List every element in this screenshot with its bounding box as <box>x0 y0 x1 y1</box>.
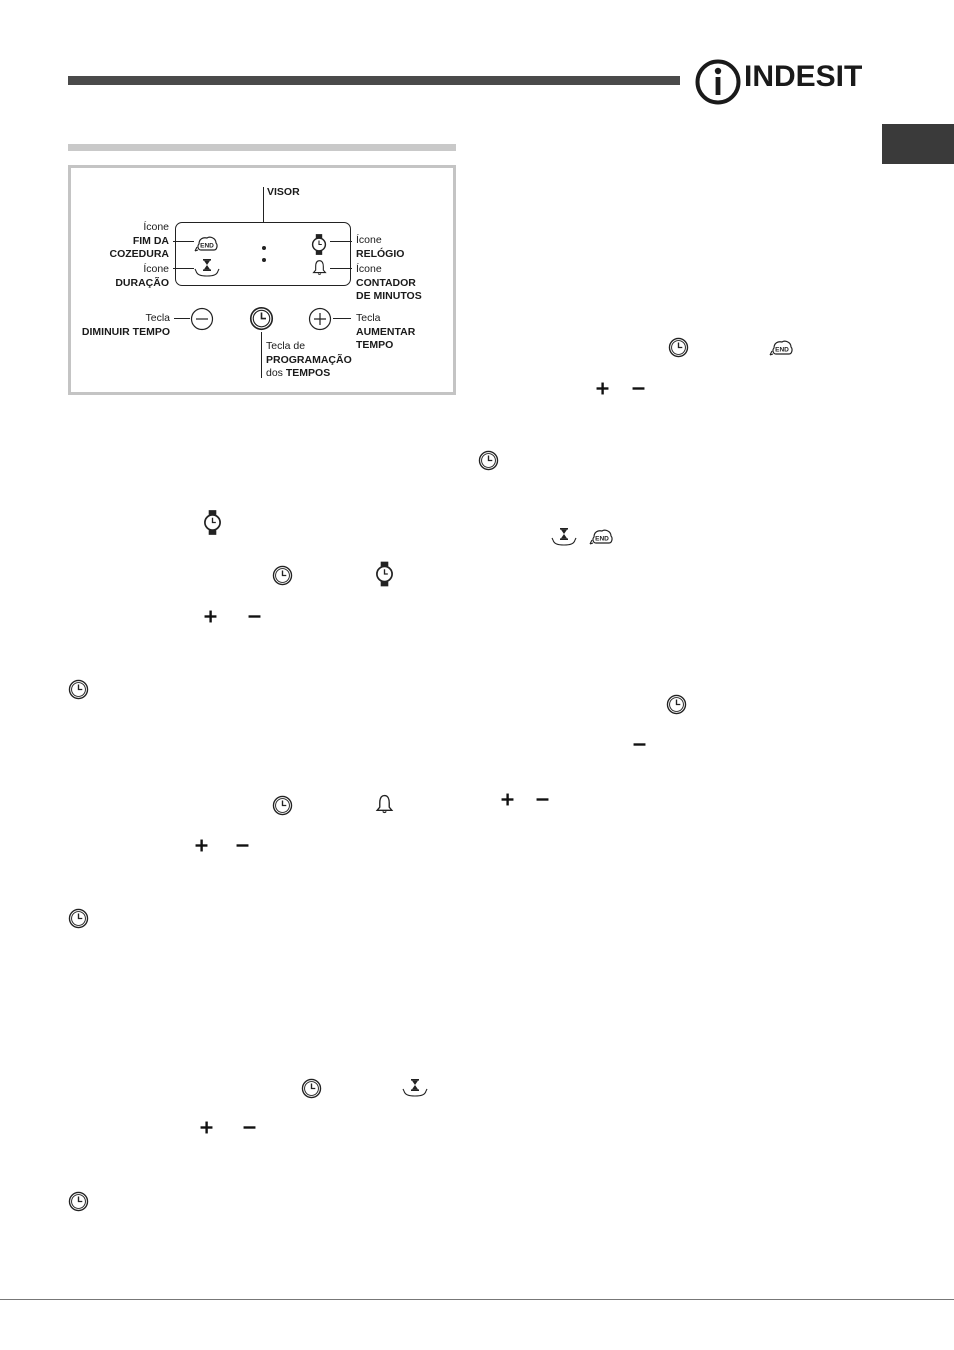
minus-icon <box>248 610 261 623</box>
indesit-logo <box>694 58 874 108</box>
timer-programming-button[interactable] <box>249 306 274 331</box>
timer-clock-icon <box>666 694 687 715</box>
timer-clock-icon <box>68 908 89 929</box>
visor-label: VISOR <box>267 186 300 198</box>
minus-icon <box>243 1121 256 1134</box>
wristwatch-icon <box>375 561 394 587</box>
logo-wordmark: INDESIT <box>744 60 863 93</box>
timer-clock-icon <box>668 337 689 358</box>
wristwatch-icon <box>311 234 327 255</box>
minus-key-caption: Tecla DIMINUIR TEMPO <box>81 312 170 338</box>
minus-icon <box>236 839 249 852</box>
footer-rule <box>0 1299 954 1300</box>
visor-leader <box>263 187 264 222</box>
bell-icon <box>374 793 395 815</box>
wristwatch-icon <box>203 509 222 536</box>
end-cooking-icon <box>194 235 220 255</box>
end-icon-leader <box>173 241 194 242</box>
end-cooking-icon <box>589 528 615 548</box>
timer-clock-icon <box>68 1191 89 1212</box>
display-dot <box>262 246 266 250</box>
minus-icon <box>632 382 645 395</box>
minus-icon <box>536 793 549 806</box>
plus-icon <box>195 839 208 852</box>
clock-icon-leader <box>330 241 352 242</box>
clock-icon-caption: Ícone RELÓGIO <box>356 234 405 260</box>
end-cooking-icon <box>769 339 795 359</box>
plus-icon <box>501 793 514 806</box>
logo-emblem-icon <box>694 58 742 106</box>
minute-icon-caption: Ícone CONTADOR DE MINUTOS <box>356 263 422 302</box>
hourglass-icon <box>194 258 220 278</box>
section-bar <box>68 144 456 151</box>
timer-clock-icon <box>478 450 499 471</box>
minus-key-leader <box>174 318 190 319</box>
timer-clock-icon <box>301 1078 322 1099</box>
prog-key-leader <box>261 332 262 378</box>
hourglass-icon <box>551 527 577 547</box>
duration-icon-leader <box>173 268 194 269</box>
header-bar <box>68 76 680 85</box>
plus-key-leader <box>333 318 351 319</box>
hourglass-icon <box>402 1078 428 1098</box>
plus-icon <box>204 610 217 623</box>
language-tab <box>882 124 954 164</box>
timer-clock-icon <box>68 679 89 700</box>
bell-icon <box>311 259 328 276</box>
timer-clock-icon <box>272 795 293 816</box>
plus-key-caption: Tecla AUMENTAR TEMPO <box>356 312 416 351</box>
minus-icon <box>633 738 646 751</box>
plus-icon <box>596 382 609 395</box>
minus-key-button[interactable] <box>190 307 214 331</box>
plus-icon <box>200 1121 213 1134</box>
timer-clock-icon <box>272 565 293 586</box>
end-icon-caption: Ícone FIM DA COZEDURA <box>109 221 169 260</box>
display-dot <box>262 258 266 262</box>
minute-icon-leader <box>330 268 352 269</box>
duration-icon-caption: Ícone DURAÇÃO <box>115 263 169 289</box>
plus-key-button[interactable] <box>308 307 332 331</box>
prog-key-caption: Tecla de PROGRAMAÇÃO dos TEMPOS <box>266 340 352 379</box>
